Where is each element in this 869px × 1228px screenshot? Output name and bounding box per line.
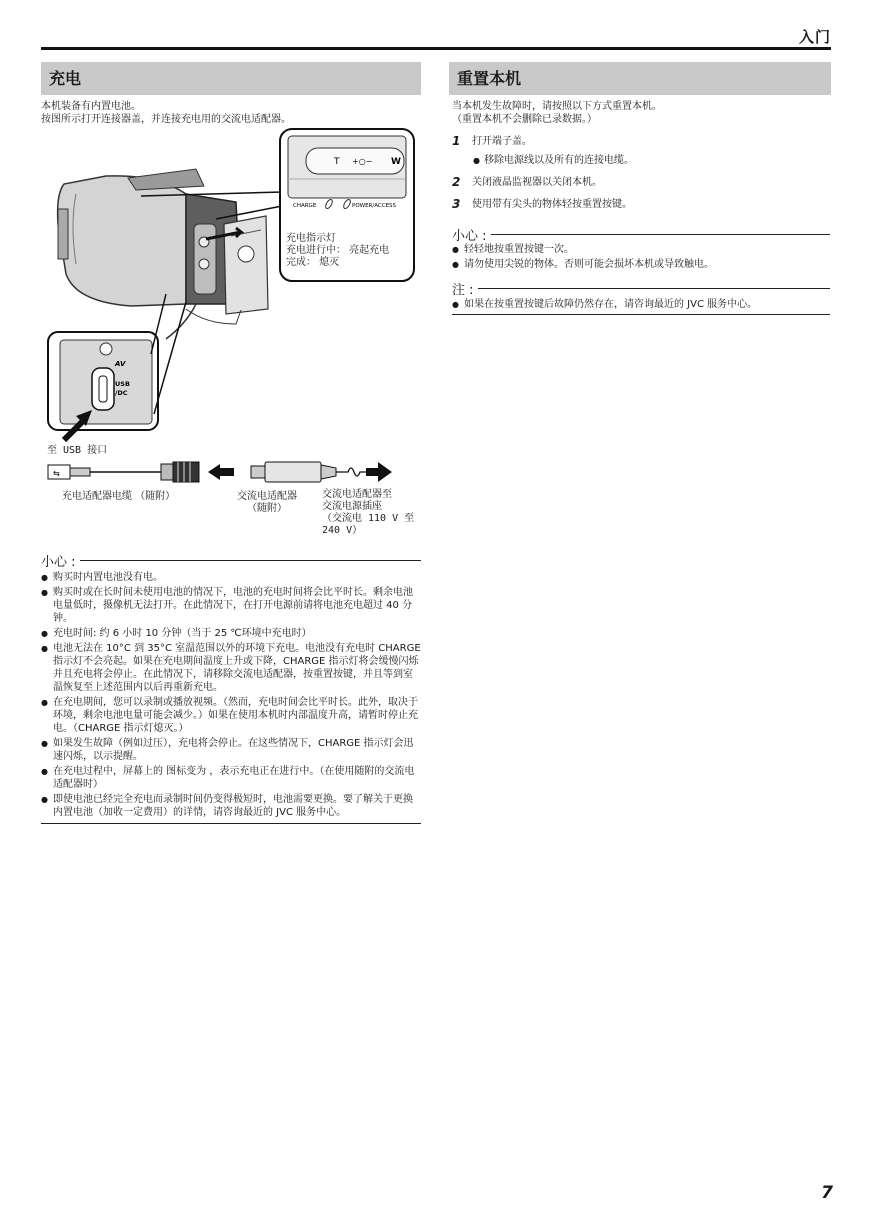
callout-line: 充电进行中： 亮起充电 [286,245,390,256]
step-item: 1 打开端子盖。 [452,134,532,148]
list-item: ● 轻轻地按重置按键一次。 [452,243,830,256]
list-item: ● 在充电过程中，屏幕上的 图标变为 ，表示充电正在进行中。（在使用随附的交流电适配器时） [41,765,421,791]
intro-line: 当本机发生故障时，请按照以下方式重置本机。 [452,101,662,112]
substep-item: ● 移除电源线以及所有的连接电缆。 [452,154,830,167]
section-title-charging: 充电 [41,62,421,95]
intro-line: 按图所示打开连接器盖，并连接充电用的交流电适配器。 [41,114,291,125]
charge-lamp-description [286,233,416,269]
usb-label: USB [115,380,130,388]
svg-text:+○−: +○− [352,157,373,166]
section-end-rule [41,823,421,824]
charging-intro [41,100,421,126]
adapter-label: 交流电适配器 （随附） [237,491,297,514]
av-label: AV [115,360,126,368]
step-item: 2 关闭液晶监视器以关闭本机。 [452,175,602,189]
list-item: ● 如果在按重置按键后故障仍然存在，请咨询最近的 JVC 服务中心。 [452,298,830,311]
charging-figure [36,124,426,549]
connect-arrow-icon [208,464,234,480]
power-lamp-label: POWER/ACCESS [352,203,397,209]
step-item: 3 使用带有尖头的物体轻按重置按键。 [452,197,632,211]
caution-heading: 小心 : [41,551,421,570]
camcorder-illustration [58,169,268,339]
list-item: ● 在充电期间，您可以录制或播放视频。（然而，充电时间会比平时长。此外，取决于环境，剩余电池电量可能会减少。）如果在使用本机时内部温度升高，请暂时停止充电。（CHARGE 指示灯熄灭。） [41,696,421,735]
outlet-arrow-icon [366,462,392,482]
list-item: ● 购买时或在长时间未使用电池的情况下，电池的充电时间将会比平时长。剩余电池电量低时，摄像机无法打开。在此情况下，在打开电源前请将电池充电超过 40 分钟。 [41,586,421,625]
charging-caution-list [41,571,421,821]
reset-note-list [452,298,830,313]
usb-port-label: 至 USB 接口 [47,445,108,456]
section-end-rule [452,314,830,315]
callout-line: 完成： 熄灭 [286,257,340,268]
reset-caution-list [452,243,830,273]
reset-intro [452,100,830,126]
callout-line: 充电指示灯 [286,233,336,244]
list-item: ● 请勿使用尖锐的物体。否则可能会损坏本机或导致触电。 [452,258,830,271]
list-item: ● 即使电池已经完全充电而录制时间仍变得极短时，电池需要更换。要了解关于更换内置电池（加收一定费用）的详情，请咨询最近的 JVC 服务中心。 [41,793,421,819]
cable-label: 充电适配器电缆 （随附） [62,491,176,502]
chapter-title: 入门 [798,28,831,46]
list-item: ● 电池无法在 10°C 到 35°C 室温范围以外的环境下充电。电池没有充电时 CHARGE 指示灯不会亮起。如果在充电期间温度上升或下降，CHARGE 指示灯将会缓慢闪烁并且充电将会停止。在此情况下，请移除交流电适配器，按重置按键，并且等到室温恢复至上述范围内以后再重新充电。 [41,642,421,694]
zoom-t-label: T [334,157,340,167]
zoom-w-label: W [391,157,401,167]
caution-heading: 小心 : [452,225,830,244]
list-item: ● 购买时内置电池没有电。 [41,571,421,584]
ac-adapter-cable-illustration [48,462,392,482]
page-number: 7 [821,1183,833,1203]
list-item: ● 如果发生故障（例如过压），充电将会停止。在这些情况下，CHARGE 指示灯会迅速闪烁，以示提醒。 [41,737,421,763]
svg-text:⇆: ⇆ [53,469,60,478]
intro-line: （重置本机不会删除已录数据。） [452,114,597,125]
note-heading: 注 : [452,279,830,298]
intro-line: 本机装备有内置电池。 [41,101,141,112]
section-title-reset: 重置本机 [449,62,831,95]
list-item: ● 充电时间: 约 6 小时 10 分钟（当于 25 ℃环境中充电时） [41,627,421,640]
reset-steps [452,135,830,220]
dc-label: /DC [115,389,128,397]
header-rule [41,47,831,50]
outlet-label: 交流电适配器至 交流电源插座 （交流电 110 V 至 240 V） [322,489,415,536]
charge-lamp-label: CHARGE [293,203,317,209]
